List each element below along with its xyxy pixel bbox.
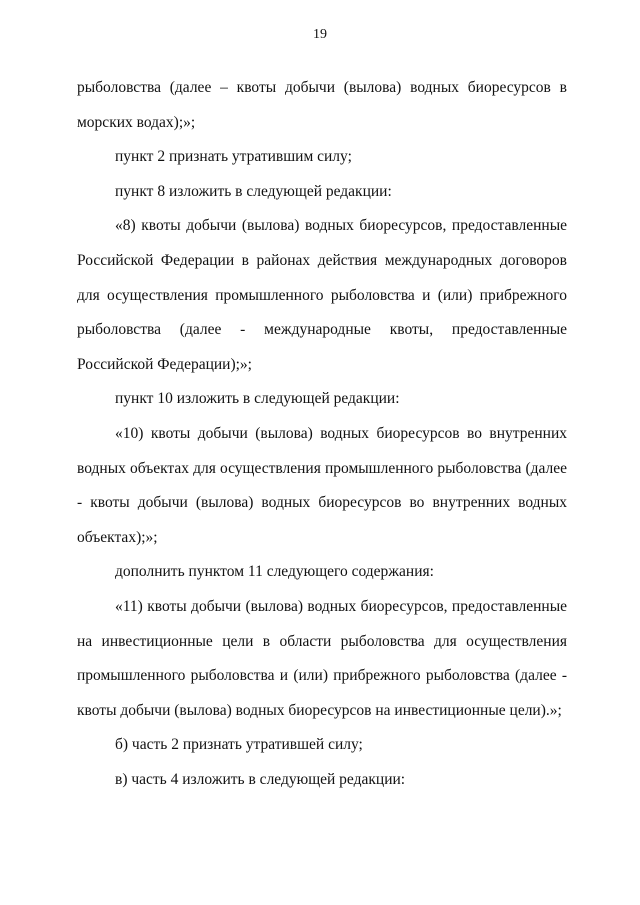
- paragraph-2: пункт 2 признать утратившим силу;: [115, 148, 352, 166]
- document-body: [77, 71, 567, 797]
- paragraph-4: «8) квоты добычи (вылова) водных биоресурсов, предоставленные Российской Федерации в районах действия международных договоров для осуществления промышленного рыболовства и (или) прибрежного рыболовства (далее - международные квоты, предоставленные Российской Федерации);»;: [77, 217, 567, 373]
- page-number: 19: [313, 27, 327, 42]
- paragraph-10: в) часть 4 изложить в следующей редакции:: [115, 770, 406, 788]
- paragraph-1: рыболовства (далее – квоты добычи (вылова) водных биоресурсов в морских водах);»;: [77, 79, 567, 131]
- paragraph-6: «10) квоты добычи (вылова) водных биоресурсов во внутренних водных объектах для осуществления промышленного рыболовства (далее - квоты добычи (вылова) водных биоресурсов во внутренних водных объектах);»;: [77, 424, 567, 546]
- paragraph-7: дополнить пунктом 11 следующего содержания:: [115, 563, 434, 581]
- paragraph-3: пункт 8 изложить в следующей редакции:: [115, 182, 392, 200]
- paragraph-8: «11) квоты добычи (вылова) водных биоресурсов, предоставленные на инвестиционные цели в области рыболовства для осуществления промышленного рыболовства и (или) прибрежного рыболовства (далее - квоты добычи (вылова) водных биоресурсов на инвестиционные цели).»;: [77, 597, 567, 719]
- paragraph-9: б) часть 2 признать утратившей силу;: [115, 736, 363, 754]
- paragraph-5: пункт 10 изложить в следующей редакции:: [115, 390, 400, 408]
